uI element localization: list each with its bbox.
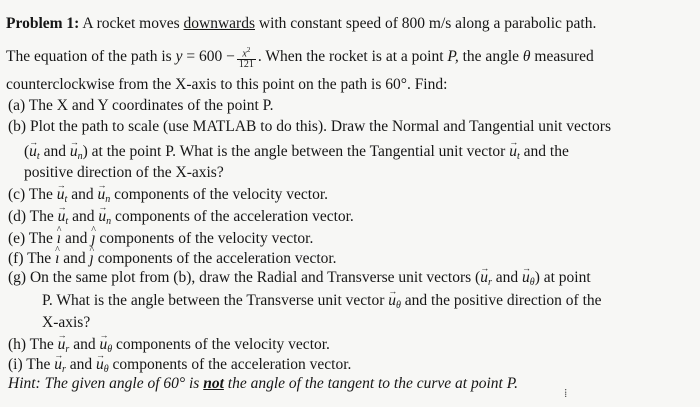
hint [8, 374, 518, 394]
hint-text: Hint: The given angle of 60° is [8, 375, 200, 392]
text: and [63, 250, 86, 267]
emphasis-downwards: downwards [183, 15, 255, 32]
unit-vector-utheta: → u [99, 336, 107, 353]
hint-emphasis-not: not [203, 375, 224, 392]
unit-vector-ut: → u [57, 186, 65, 203]
problem-label: Problem 1: [6, 15, 80, 32]
sub-theta: θ [396, 300, 401, 311]
text: components of the acceleration vector. [97, 250, 337, 267]
sub-t: t [65, 216, 69, 227]
frac-exp: 2 [246, 46, 251, 54]
text: components of the velocity vector. [116, 336, 330, 353]
sub-t: t [64, 194, 68, 205]
text: positive direction of the X-axis? [24, 164, 224, 181]
unit-vector-ur: → u [54, 356, 62, 373]
text: ) at point [534, 269, 591, 286]
text: ( [24, 143, 30, 160]
text: and [73, 336, 96, 353]
frac-den: 121 [238, 59, 254, 71]
sub-theta: θ [107, 344, 113, 355]
sub-r: r [65, 344, 70, 355]
sub-n: n [106, 216, 112, 227]
text: and [64, 230, 88, 247]
text: A rocket moves [82, 15, 180, 32]
text: P. What is the angle between the Transverse unit vector [42, 292, 385, 309]
unit-vector-un: → u [70, 143, 78, 160]
sub-t: t [516, 151, 520, 162]
text: (f) The [8, 250, 52, 267]
sub-t: t [36, 151, 40, 162]
text: (c) The [8, 186, 53, 203]
unit-vector-j: ^ ȷ [90, 250, 94, 267]
sub-theta: θ [103, 364, 109, 375]
item-b-line-3 [24, 163, 224, 183]
text: and [495, 269, 519, 286]
text: . When the rocket is at a point [257, 48, 444, 66]
text: (g) On the same plot from (b), draw the Radial and Transverse unit vectors ( [8, 269, 481, 286]
unit-vector-i: ^ ı [55, 250, 59, 267]
problem-line-3 [6, 75, 447, 95]
text: and the [523, 143, 569, 160]
unit-vector-utheta: → u [388, 292, 396, 309]
text: and [71, 186, 94, 203]
item-a [8, 96, 273, 116]
text: (i) The [8, 356, 51, 373]
text: components of the acceleration vector. [112, 356, 352, 373]
sub-theta: θ [529, 277, 535, 288]
unit-vector-ut: → u [509, 143, 517, 160]
frac-num: x [242, 48, 247, 60]
unit-vector-ur: → u [58, 336, 66, 353]
text: and the positive direction of the [404, 292, 602, 309]
unit-vector-ut: → u [29, 143, 37, 160]
text: the angle [462, 48, 520, 66]
item-g-line-2 [42, 291, 602, 316]
hint-text: the angle of the tangent to the curve at point P. [227, 375, 519, 392]
unit-vector-ut: → u [58, 208, 66, 225]
theta: θ [522, 48, 531, 66]
sub-r: r [487, 277, 492, 288]
text: components of the velocity vector. [99, 230, 314, 247]
text: (h) The [8, 336, 54, 353]
text: (e) The [8, 230, 53, 247]
unit-vector-un: → u [97, 186, 105, 203]
sub-n: n [105, 194, 111, 205]
text: (a) The X and Y coordinates of the point P. [8, 97, 274, 114]
unit-vector-j: ^ ȷ [91, 230, 95, 247]
text: and [69, 356, 93, 373]
item-b-line-1 [8, 117, 611, 137]
text: with constant speed of 800 m/s along a parabolic path. [258, 15, 597, 32]
eq-y: y [175, 48, 183, 66]
unit-vector-ur: → u [480, 269, 488, 286]
scan-mark-icon: ⁞ [564, 386, 568, 400]
text: (d) The [8, 208, 54, 225]
text: components of the acceleration vector. [114, 208, 354, 225]
unit-vector-i: ^ ı [57, 230, 61, 247]
sub-n: n [77, 151, 83, 162]
point-p: P, [447, 48, 459, 66]
problem-line-1 [6, 14, 596, 34]
item-g-line-1 [8, 268, 591, 293]
item-e [8, 229, 313, 249]
unit-vector-un: → u [98, 208, 106, 225]
text: measured [534, 48, 594, 66]
text: and [43, 143, 66, 160]
text: (b) Plot the path to scale (use MATLAB to do this). Draw the Normal and Tangential unit vectors [8, 118, 612, 135]
unit-vector-utheta: → u [522, 269, 530, 286]
text: The equation of the path is [6, 48, 172, 66]
text: components of the velocity vector. [114, 186, 329, 203]
text: and [72, 208, 95, 225]
unit-vector-utheta: → u [96, 356, 104, 373]
problem-line-2 [6, 45, 594, 70]
sub-r: r [61, 364, 66, 375]
equation-fraction [237, 45, 256, 70]
text: X-axis? [42, 314, 91, 331]
text: counterclockwise from the X-axis to this point on the path is 60°. Find: [6, 76, 448, 93]
item-f [8, 249, 337, 269]
text: ) at the point P. What is the angle between the Tangential unit vector [82, 143, 506, 160]
eq-rhs: = 600 − [186, 48, 235, 66]
